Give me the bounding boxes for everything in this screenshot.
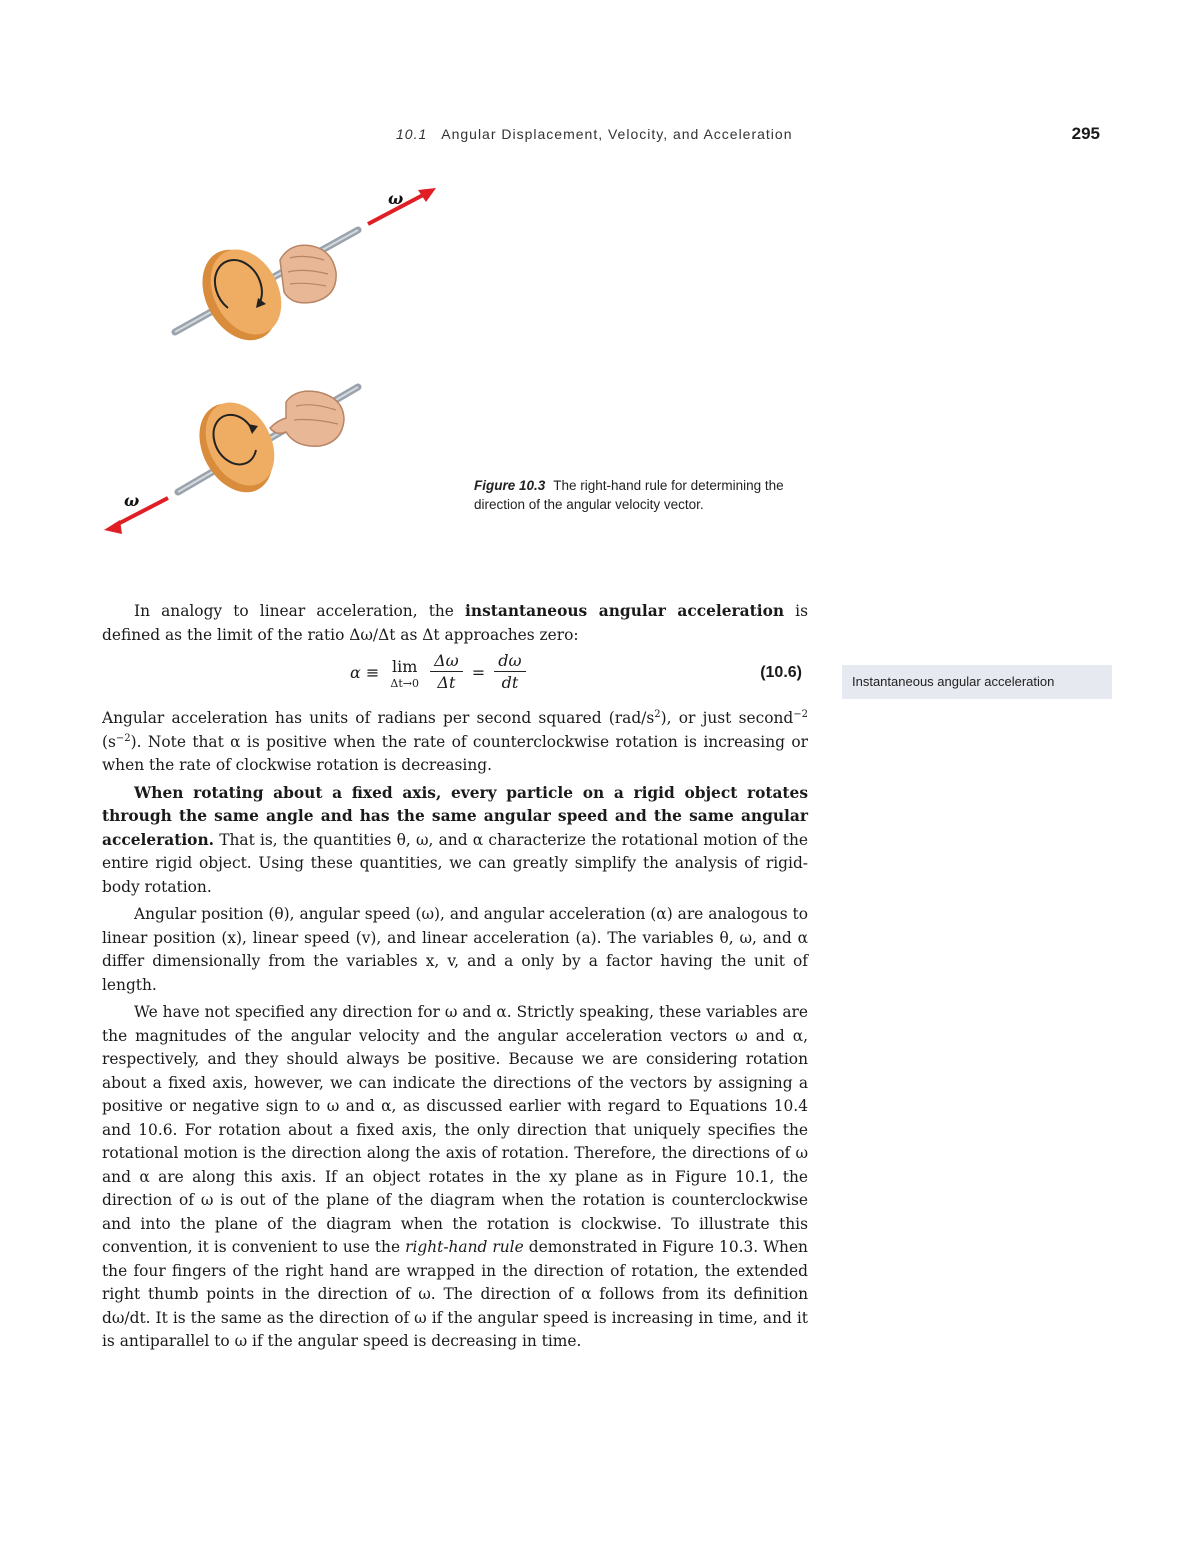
paragraph-2 <box>102 707 808 778</box>
bottom-assembly <box>104 387 358 534</box>
p2-text-b: ), or just second <box>660 709 794 727</box>
figure-label: Figure 10.3 <box>474 478 546 493</box>
eq-lim-text: lim <box>391 656 418 676</box>
paragraph-4: Angular position (θ), angular speed (ω), and angular acceleration (α) are analogous to linear position (x), linear speed (v), and linear acceleration (a). The variables θ, ω, and α differ dimensionally from the variables x, v, and a only by a factor having the unit of length. <box>102 905 808 994</box>
p5-italic-term: right-hand rule <box>405 1238 524 1256</box>
eq-frac2-num: dω <box>494 651 525 672</box>
eq-fraction-1 <box>430 651 463 694</box>
paragraph-1 <box>102 600 808 647</box>
eq-limit <box>390 655 419 691</box>
section-number: 10.1 <box>396 126 428 142</box>
equation-math <box>350 651 526 701</box>
p5-text-a: We have not specified any direction for ω and α. Strictly speaking, these variables are the magnitudes of the angular velocity and the angular acceleration vectors ω and α, respectively, and they should always be positive. Because we are considering rotation about a fixed axis, however, we can indicate the directions of the vectors by assigning a positive or negative sign to ω and α, as discussed earlier with regard to Equations 10.4 and 10.6. For rotation about a fixed axis, the only direction that uniquely specifies the rotational motion is the direction along the axis of rotation. Therefore, the directions of ω and α are along this axis. If an object rotates in the xy plane as in Figure 10.1, the direction of ω is out of the plane of the diagram when the rotation is counterclockwise and into the plane of the diagram when the rotation is clockwise. To illustrate this convention, it is convenient to use the <box>102 1003 808 1256</box>
p2-text-d: ). Note that α is positive when the rate of counterclockwise rotation is increasing or when the rate of clockwise rotation is decreasing. <box>102 732 808 774</box>
paragraph-5 <box>102 1001 808 1354</box>
top-omega-label: ω <box>388 189 404 208</box>
eq-frac1-den: Δt <box>437 673 456 692</box>
right-hand-rule-figure <box>100 180 460 540</box>
p1-text-a: In analogy to linear acceleration, the <box>134 602 466 620</box>
p3-bold-statement: When rotating about a fixed axis, every particle on a rigid object rotates through the same angle and has the same angular speed and the same angular acceleration. <box>102 783 808 849</box>
p2-sup-1: 2 <box>654 708 661 720</box>
section-title: Angular Displacement, Velocity, and Acceleration <box>441 126 793 142</box>
p1-bold-term: instantaneous angular acceleration <box>465 602 785 620</box>
p2-text-a: Angular acceleration has units of radians per second squared (rad/s <box>102 709 655 727</box>
body-text <box>102 600 808 1358</box>
p2-sup-2: −2 <box>793 708 808 720</box>
p5-text-b: demonstrated in Figure 10.3. When the four fingers of the right hand are wrapped in the direction of rotation, the extended right thumb points in the direction of ω. The direction of α follows from its definition dω/dt. It is the same as the direction of ω if the angular speed is increasing in time, and it is antiparallel to ω if the angular speed is decreasing in time. <box>102 1238 808 1350</box>
eq-equals: = <box>471 662 486 682</box>
bottom-omega-vector <box>114 498 168 526</box>
page-number: 295 <box>1071 124 1100 143</box>
figure-caption <box>474 476 804 514</box>
equation-number: (10.6) <box>760 664 802 681</box>
equation-10-6 <box>102 651 808 701</box>
figure-caption-text: The right-hand rule for determining the direction of the angular velocity vector. <box>474 478 784 512</box>
eq-fraction-2 <box>494 651 525 694</box>
p3-text: That is, the quantities θ, ω, and α characterize the rotational motion of the entire rigid object. Using these quantities, we can greatly simplify the analysis of rigid-body rotation. <box>102 830 808 896</box>
paragraph-3 <box>102 782 808 900</box>
bottom-omega-arrowhead <box>104 520 122 534</box>
eq-frac1-num: Δω <box>430 651 463 672</box>
margin-note: Instantaneous angular acceleration <box>842 665 1112 699</box>
p2-text-c: (s <box>102 732 116 751</box>
eq-lim-sub: Δt→0 <box>390 677 419 691</box>
top-assembly <box>175 188 436 353</box>
right-hand-rule-illustration <box>100 180 460 540</box>
bottom-omega-label: ω <box>124 491 140 510</box>
p1-text-b: is defined as the limit of the ratio Δω/Δt as Δt approaches zero: <box>102 602 808 644</box>
eq-lhs: α ≡ <box>350 662 380 682</box>
p2-sup-3: −2 <box>115 732 131 744</box>
running-head <box>396 126 816 142</box>
bottom-hand <box>270 391 344 446</box>
eq-frac2-den: dt <box>501 673 519 692</box>
